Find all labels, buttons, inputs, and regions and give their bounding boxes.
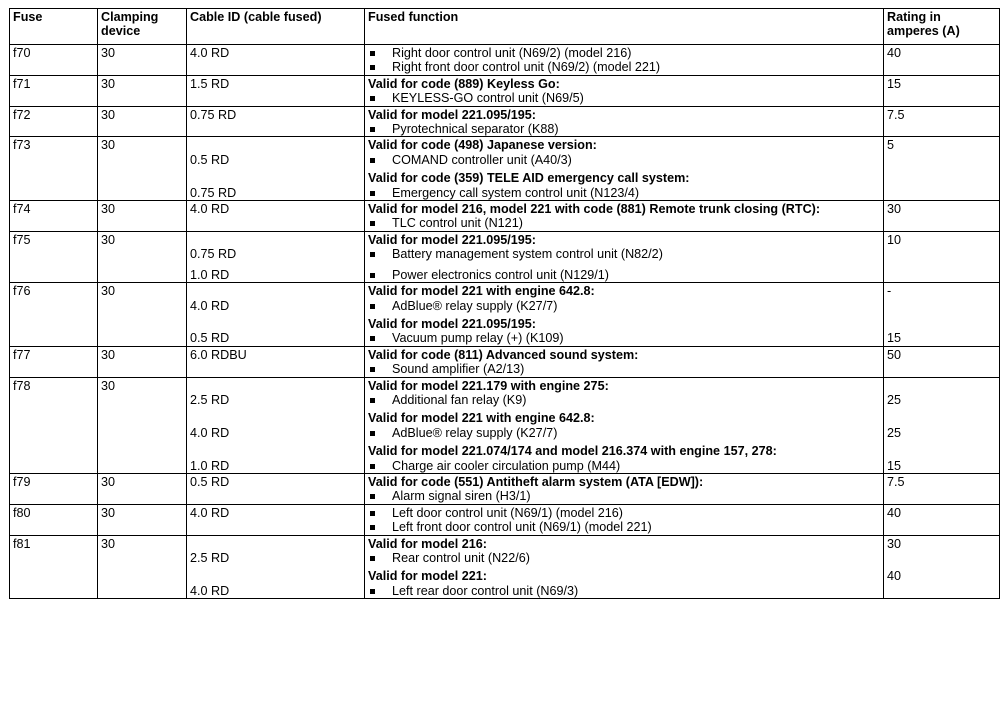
validity-condition: Valid for code (889) Keyless Go:: [368, 76, 560, 91]
cable-id: 4.0 RD: [190, 583, 230, 598]
table-row: [10, 346, 1000, 377]
rating-cell: 5: [884, 137, 1000, 201]
fuse-cell: f81: [10, 535, 98, 599]
function-cell: [365, 377, 884, 473]
function-item: Emergency call system control unit (N123/4): [368, 186, 880, 200]
rating-value: -: [887, 284, 892, 299]
cable-cell: 0.5 RD: [187, 473, 365, 504]
function-item: Left rear door control unit (N69/3): [368, 584, 880, 598]
function-cell: [365, 106, 884, 137]
clamp-cell: 30: [98, 504, 187, 535]
table-row: [10, 231, 1000, 282]
table-row: [10, 75, 1000, 106]
cable-id: 0.75 RD: [190, 185, 237, 200]
validity-condition: Valid for code (498) Japanese version:: [368, 138, 597, 153]
header-cable-id: Cable ID (cable fused): [187, 9, 365, 45]
function-item: Right front door control unit (N69/2) (model 221): [368, 60, 880, 74]
table-row: [10, 535, 1000, 599]
rating-value: 15: [887, 331, 902, 346]
cable-cell: 4.0 RD: [187, 201, 365, 232]
rating-value: 40: [887, 569, 902, 584]
fuse-cell: f77: [10, 346, 98, 377]
header-clamping-device: Clamping device: [98, 9, 187, 45]
cable-cell: 4.0 RD: [187, 45, 365, 76]
rating-cell: 10: [884, 231, 1000, 282]
validity-condition: Valid for model 221.179 with engine 275:: [368, 378, 609, 393]
clamp-cell: 30: [98, 106, 187, 137]
rating-cell: [884, 283, 1000, 347]
table-row: [10, 137, 1000, 201]
clamp-cell: 30: [98, 75, 187, 106]
cable-cell: 6.0 RDBU: [187, 346, 365, 377]
cable-cell: 4.0 RD: [187, 504, 365, 535]
function-item: KEYLESS-GO control unit (N69/5): [368, 91, 880, 105]
validity-condition: Valid for model 221 with engine 642.8:: [368, 284, 595, 299]
rating-cell: 15: [884, 75, 1000, 106]
cable-id: 4.0 RD: [190, 298, 230, 313]
function-item: AdBlue® relay supply (K27/7): [368, 426, 880, 440]
header-fused-function: Fused function: [365, 9, 884, 45]
function-item: COMAND controller unit (A40/3): [368, 153, 880, 167]
table-row: [10, 106, 1000, 137]
cable-id: 0.5 RD: [190, 152, 230, 167]
cable-id: 2.5 RD: [190, 551, 230, 565]
clamp-cell: 30: [98, 45, 187, 76]
rating-value: 30: [887, 536, 902, 551]
rating-value: 25: [887, 392, 902, 407]
fuse-cell: f72: [10, 106, 98, 137]
rating-cell: 7.5: [884, 473, 1000, 504]
cable-id: 2.5 RD: [190, 392, 230, 407]
function-item: TLC control unit (N121): [368, 216, 880, 230]
clamp-cell: 30: [98, 473, 187, 504]
validity-condition: Valid for model 221.074/174 and model 216.374 with engine 157, 278:: [368, 444, 777, 459]
function-item: Charge air cooler circulation pump (M44): [368, 459, 880, 473]
function-item: Battery management system control unit (N82/2): [368, 247, 880, 261]
rating-cell: 40: [884, 504, 1000, 535]
header-row: [10, 9, 1000, 45]
validity-condition: Valid for model 216:: [368, 536, 487, 551]
fuse-cell: f71: [10, 75, 98, 106]
clamp-cell: 30: [98, 201, 187, 232]
rating-cell: 50: [884, 346, 1000, 377]
function-cell: [365, 535, 884, 599]
cable-cell: [187, 283, 365, 347]
validity-condition: Valid for model 221 with engine 642.8:: [368, 411, 595, 426]
rating-cell: 7.5: [884, 106, 1000, 137]
cable-cell: [187, 535, 365, 599]
cable-cell: 1.5 RD: [187, 75, 365, 106]
cable-id: 1.0 RD: [190, 458, 230, 473]
fuse-cell: f80: [10, 504, 98, 535]
fuse-cell: f79: [10, 473, 98, 504]
function-cell: [365, 137, 884, 201]
function-cell: [365, 504, 884, 535]
function-item: AdBlue® relay supply (K27/7): [368, 299, 880, 313]
function-cell: [365, 283, 884, 347]
fuse-cell: f78: [10, 377, 98, 473]
fuse-cell: f76: [10, 283, 98, 347]
table-row: [10, 473, 1000, 504]
fuse-table: [9, 8, 1000, 599]
header-rating: Rating in amperes (A): [884, 9, 1000, 45]
validity-condition: Valid for code (811) Advanced sound system:: [368, 347, 639, 362]
header-fuse: Fuse: [10, 9, 98, 45]
function-cell: [365, 45, 884, 76]
function-cell: [365, 231, 884, 282]
function-item: Additional fan relay (K9): [368, 393, 880, 407]
rating-cell: 30: [884, 201, 1000, 232]
validity-condition: Valid for model 221.095/195:: [368, 232, 536, 247]
function-cell: [365, 473, 884, 504]
function-item: Rear control unit (N22/6): [368, 551, 880, 565]
cable-id: 0.75 RD: [190, 247, 237, 262]
validity-condition: Valid for model 221.095/195:: [368, 316, 536, 331]
rating-cell: [884, 377, 1000, 473]
function-cell: [365, 346, 884, 377]
clamp-cell: 30: [98, 231, 187, 282]
clamp-cell: 30: [98, 283, 187, 347]
cable-cell: [187, 137, 365, 201]
function-cell: [365, 75, 884, 106]
clamp-cell: 30: [98, 535, 187, 599]
cable-id: 0.5 RD: [190, 331, 230, 346]
cable-cell: [187, 377, 365, 473]
function-item: Left door control unit (N69/1) (model 216): [368, 506, 880, 520]
function-item: Vacuum pump relay (+) (K109): [368, 331, 880, 345]
function-item: Sound amplifier (A2/13): [368, 362, 880, 376]
function-item: Left front door control unit (N69/1) (model 221): [368, 520, 880, 534]
function-item: Power electronics control unit (N129/1): [368, 268, 880, 282]
cable-cell: [187, 231, 365, 282]
validity-condition: Valid for model 221.095/195:: [368, 107, 536, 122]
function-item: Alarm signal siren (H3/1): [368, 489, 880, 503]
rating-value: 25: [887, 425, 902, 440]
table-row: [10, 377, 1000, 473]
fuse-cell: f75: [10, 231, 98, 282]
cable-id: 4.0 RD: [190, 425, 230, 440]
rating-value: 15: [887, 458, 902, 473]
clamp-cell: 30: [98, 346, 187, 377]
table-row: [10, 45, 1000, 76]
fuse-cell: f74: [10, 201, 98, 232]
fuse-cell: f70: [10, 45, 98, 76]
validity-condition: Valid for model 221:: [368, 569, 487, 584]
validity-condition: Valid for model 216, model 221 with code (881) Remote trunk closing (RTC):: [368, 202, 821, 217]
validity-condition: Valid for code (359) TELE AID emergency call system:: [368, 171, 690, 186]
validity-condition: Valid for code (551) Antitheft alarm system (ATA [EDW]):: [368, 474, 704, 489]
table-row: [10, 283, 1000, 347]
rating-cell: [884, 535, 1000, 599]
fuse-cell: f73: [10, 137, 98, 201]
function-cell: [365, 201, 884, 232]
rating-cell: 40: [884, 45, 1000, 76]
function-item: Right door control unit (N69/2) (model 216): [368, 46, 880, 60]
table-row: [10, 201, 1000, 232]
clamp-cell: 30: [98, 377, 187, 473]
function-item: Pyrotechnical separator (K88): [368, 122, 880, 136]
cable-id: 1.0 RD: [190, 267, 230, 282]
table-row: [10, 504, 1000, 535]
clamp-cell: 30: [98, 137, 187, 201]
cable-cell: 0.75 RD: [187, 106, 365, 137]
